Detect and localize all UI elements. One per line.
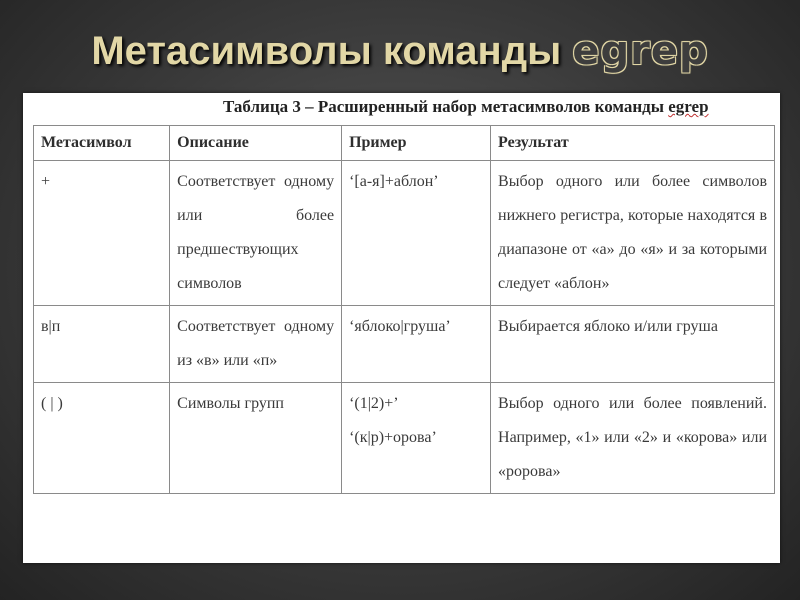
cell-symbol: ( | ): [34, 383, 170, 494]
header-example: Пример: [342, 126, 491, 161]
cell-example: ‘яблоко|груша’: [342, 306, 491, 383]
cell-result: Выбор одного или более символов нижнего регистра, которые находятся в диапазоне от «а» до «я» и за которыми следует «аблон»: [491, 161, 775, 306]
example-line: ‘(к|р)+орова’: [349, 429, 437, 446]
cell-description: Соответствует одному из «в» или «п»: [170, 306, 342, 383]
header-description: Описание: [170, 126, 342, 161]
cell-description: Соответствует одному или более предшествующих символов: [170, 161, 342, 306]
slide-title-text: Метасимволы команды: [91, 29, 562, 73]
header-metasymbol: Метасимвол: [34, 126, 170, 161]
table-caption-text: Таблица 3 – Расширенный набор метасимволов команды: [223, 97, 664, 116]
cell-example: [342, 383, 491, 494]
cell-result: Выбор одного или более появлений. Например, «1» или «2» и «корова» или «ророва»: [491, 383, 775, 494]
table-row: [34, 161, 775, 306]
cell-example: ‘[а-я]+аблон’: [342, 161, 491, 306]
cell-symbol: +: [34, 161, 170, 306]
slide-title-command: egrep: [572, 28, 709, 74]
example-line: ‘(1|2)+’: [349, 395, 399, 412]
table-row: [34, 383, 775, 494]
table-caption: [223, 97, 783, 117]
cell-description: Символы групп: [170, 383, 342, 494]
table-caption-command: egrep: [668, 97, 709, 116]
cell-result: Выбирается яблоко и/или груша: [491, 306, 775, 383]
slide-title: [0, 28, 800, 74]
table-image: [23, 93, 780, 563]
cell-symbol: в|п: [34, 306, 170, 383]
table-header-row: [34, 126, 775, 161]
table-row: [34, 306, 775, 383]
metasymbol-table: [33, 125, 775, 494]
header-result: Результат: [491, 126, 775, 161]
